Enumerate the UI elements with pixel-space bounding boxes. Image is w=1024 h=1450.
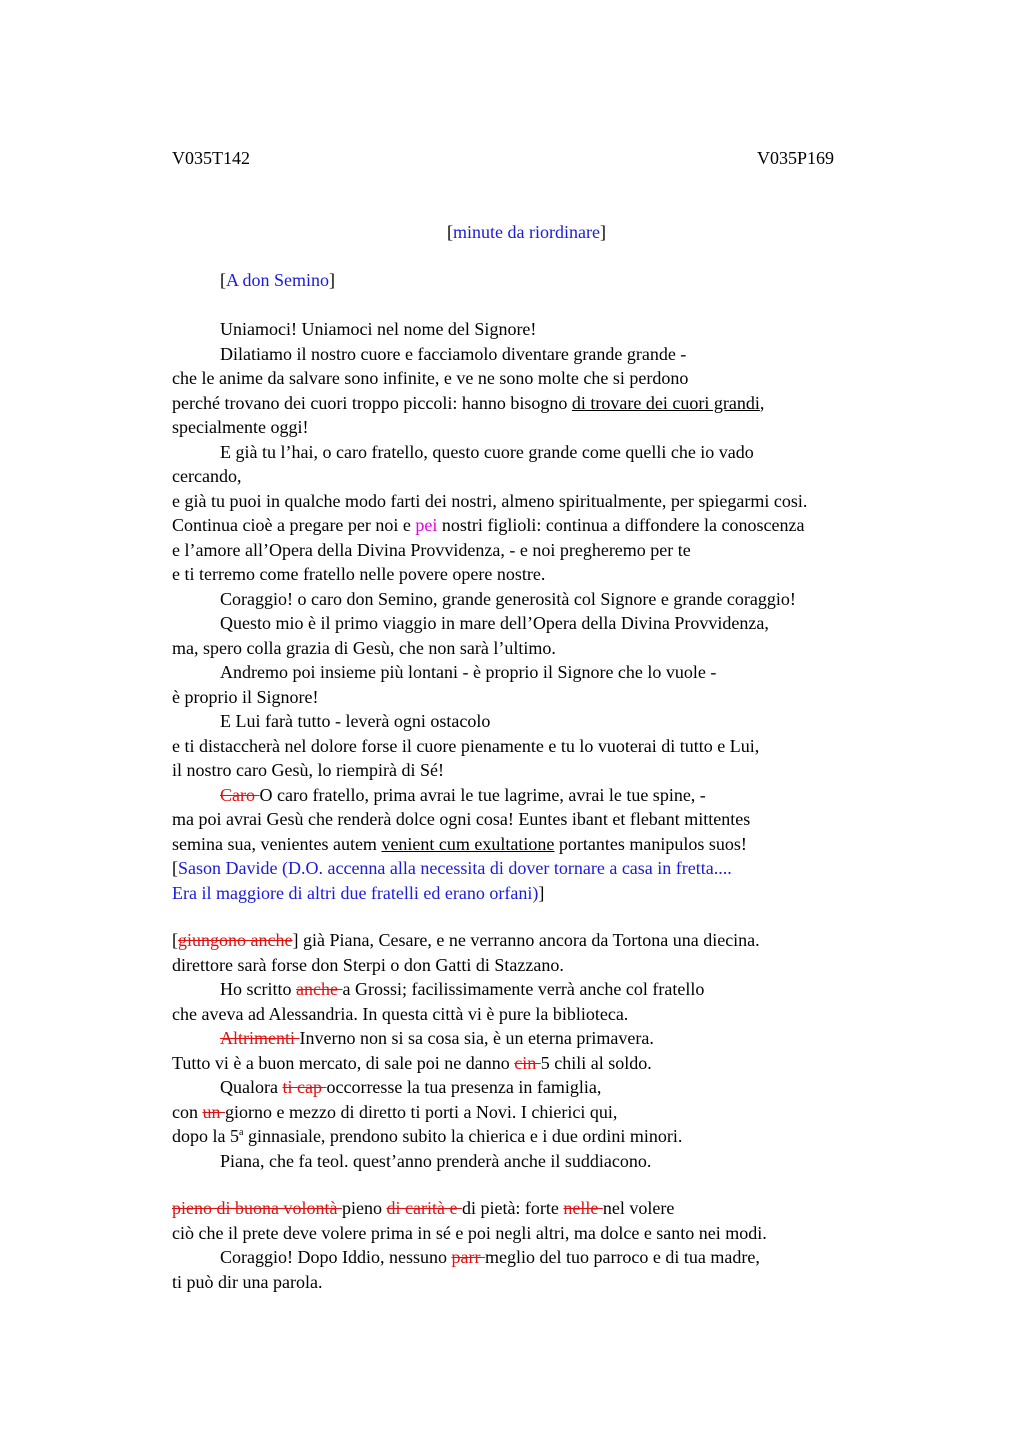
text-line: e già tu puoi in qualche modo farti dei nostri, almeno spiritualmente, per spiegarmi cosi.	[172, 490, 808, 511]
superscript: a	[239, 1127, 244, 1138]
text-line: e ti distaccherà nel dolore forse il cuore pienamente e tu lo vuoterai di tutto e Lui,	[172, 735, 760, 756]
document-code-right: V035P169	[757, 148, 835, 168]
addressee-line: [A don Semino]	[220, 270, 336, 290]
addressee: A don Semino	[226, 270, 330, 290]
document-code-left: V035T142	[172, 148, 250, 168]
text-line: pieno di buona volontà pieno di carità e di pietà: forte nelle nel volere	[172, 1198, 675, 1218]
deleted-text: ti cap	[282, 1077, 327, 1097]
deleted-text: giungono anche	[178, 930, 293, 950]
underlined-text: di trovare dei cuori grandi	[571, 392, 760, 413]
underlined-text: venient cum exultatione	[381, 833, 555, 854]
text-line: Andremo poi insieme più lontani - è proprio il Signore che lo vuole -	[220, 662, 717, 682]
letter-body	[172, 317, 932, 905]
text-line: Piana, che fa teol. quest’anno prenderà anche il suddiacono.	[220, 1150, 652, 1171]
text-line: con un giorno e mezzo di diretto ti porti a Novi. I chierici qui,	[172, 1101, 618, 1122]
text-line: è proprio il Signore!	[172, 686, 319, 707]
notes-block-1	[172, 928, 932, 1173]
text-line: Qualora ti cap occorresse la tua presenza in famiglia,	[220, 1077, 602, 1097]
text-line: Ho scritto anche a Grossi; facilissimamente verrà anche col fratello	[220, 979, 705, 999]
text-line: direttore sarà forse don Sterpi o don Gatti di Stazzano.	[172, 954, 564, 975]
text-line: Dilatiamo il nostro cuore e facciamolo diventare grande grande -	[220, 343, 687, 364]
text-line: dopo la 5$^a$ ginnasiale, prendono subito la chierica e i due ordini minori.	[172, 1126, 683, 1146]
text-line: specialmente oggi!	[172, 417, 309, 437]
deleted-text: parr	[451, 1247, 485, 1267]
text-line: e ti terremo come fratello nelle povere opere nostre.	[172, 564, 546, 584]
deleted-text: anche	[296, 979, 343, 999]
deleted-text: un	[202, 1101, 225, 1122]
deleted-text: pieno di buona volontà	[172, 1198, 342, 1218]
text-line: che aveva ad Alessandria. In questa città vi è pure la biblioteca.	[172, 1003, 629, 1024]
deleted-text: Caro	[220, 784, 260, 805]
section-title: [minute da riordinare]	[447, 222, 606, 242]
deleted-text: cin	[514, 1052, 541, 1073]
text-line: Uniamoci! Uniamoci nel nome del Signore!	[220, 319, 537, 339]
text-line: semina sua, venientes autem venient cum exultatione portantes manipulos suos!	[172, 833, 747, 854]
editor-note: [Sason Davide (D.O. accenna alla necessita di dover tornare a casa in fretta....	[172, 858, 732, 878]
text-line: ma, spero colla grazia di Gesù, che non sarà l’ultimo.	[172, 637, 556, 658]
text-line: Caro O caro fratello, prima avrai le tue lagrime, avrai le tue spine, -	[220, 784, 706, 805]
text-line: e l’amore all’Opera della Divina Provvidenza, - e noi pregheremo per te	[172, 539, 691, 560]
text-line: cercando,	[172, 466, 242, 486]
text-line: E Lui farà tutto - leverà ogni ostacolo	[220, 711, 491, 731]
text-line: che le anime da salvare sono infinite, e ve ne sono molte che si perdono	[172, 368, 689, 388]
highlighted-word: pei	[415, 515, 438, 535]
text-line: perché trovano dei cuori troppo piccoli: hanno bisogno di trovare dei cuori grandi,	[172, 392, 765, 413]
text-line: Tutto vi è a buon mercato, di sale poi ne danno cin 5 chili al soldo.	[172, 1052, 652, 1073]
text-line: Coraggio! Dopo Iddio, nessuno parr meglio del tuo parroco e di tua madre,	[220, 1247, 760, 1267]
notes-block-2	[172, 1196, 932, 1294]
section-title-text: minute da riordinare	[453, 222, 600, 242]
text-line: [giungono anche] già Piana, Cesare, e ne verranno ancora da Tortona una diecina.	[172, 930, 760, 950]
deleted-text: Altrimenti	[220, 1028, 300, 1048]
text-line: E già tu l’hai, o caro fratello, questo cuore grande come quelli che io vado	[220, 441, 754, 462]
text-line: il nostro caro Gesù, lo riempirà di Sé!	[172, 760, 444, 780]
text-line: ciò che il prete deve volere prima in sé e poi negli altri, ma dolce e santo nei modi.	[172, 1222, 767, 1243]
text-line: Altrimenti Inverno non si sa cosa sia, è un eterna primavera.	[220, 1028, 654, 1048]
editor-note: Era il maggiore di altri due fratelli ed erano orfani)]	[172, 882, 545, 903]
deleted-text: nelle	[563, 1198, 603, 1218]
text-line: Coraggio! o caro don Semino, grande generosità col Signore e grande coraggio!	[220, 588, 796, 609]
text-line: ti può dir una parola.	[172, 1271, 323, 1292]
deleted-text: di carità e	[386, 1198, 462, 1218]
text-line: Questo mio è il primo viaggio in mare dell’Opera della Divina Provvidenza,	[220, 613, 769, 633]
text-line: ma poi avrai Gesù che renderà dolce ogni cosa! Euntes ibant et flebant mittentes	[172, 809, 751, 829]
text-line: Continua cioè a pregare per noi e pei nostri figlioli: continua a diffondere la conoscenza	[172, 515, 805, 535]
